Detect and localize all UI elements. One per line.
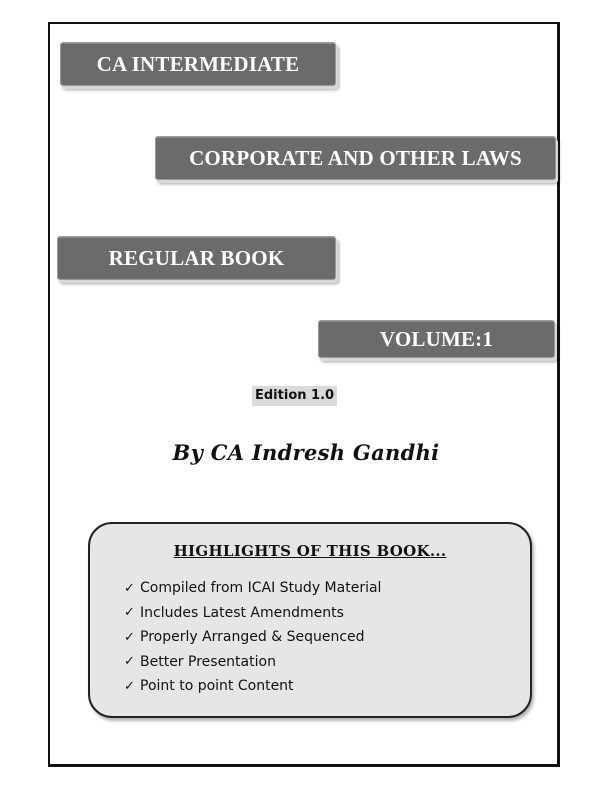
checkmark-icon: ✓ (124, 678, 135, 694)
list-item (124, 625, 381, 650)
book-type-banner: REGULAR BOOK (57, 236, 336, 280)
author-line: By CA Indresh Gandhi (172, 440, 440, 465)
volume-banner: VOLUME:1 (318, 320, 555, 358)
list-item (124, 674, 381, 699)
highlight-text: Point to point Content (140, 678, 294, 695)
checkmark-icon: ✓ (124, 654, 135, 670)
list-item (124, 601, 381, 626)
course-level-banner: CA INTERMEDIATE (60, 42, 336, 86)
highlights-list (124, 576, 381, 699)
highlights-title: HIGHLIGHTS OF THIS BOOK... (173, 542, 447, 560)
checkmark-icon: ✓ (124, 629, 135, 645)
highlight-text: Includes Latest Amendments (140, 604, 344, 621)
list-item (124, 576, 381, 601)
checkmark-icon: ✓ (124, 605, 135, 621)
highlight-text: Better Presentation (140, 653, 276, 670)
subject-banner: CORPORATE AND OTHER LAWS (155, 136, 556, 180)
highlight-text: Compiled from ICAI Study Material (140, 580, 382, 597)
edition-label: Edition 1.0 (252, 386, 337, 406)
highlights-box (88, 522, 532, 718)
checkmark-icon: ✓ (124, 580, 135, 596)
list-item (124, 650, 381, 675)
highlight-text: Properly Arranged & Sequenced (140, 629, 365, 646)
